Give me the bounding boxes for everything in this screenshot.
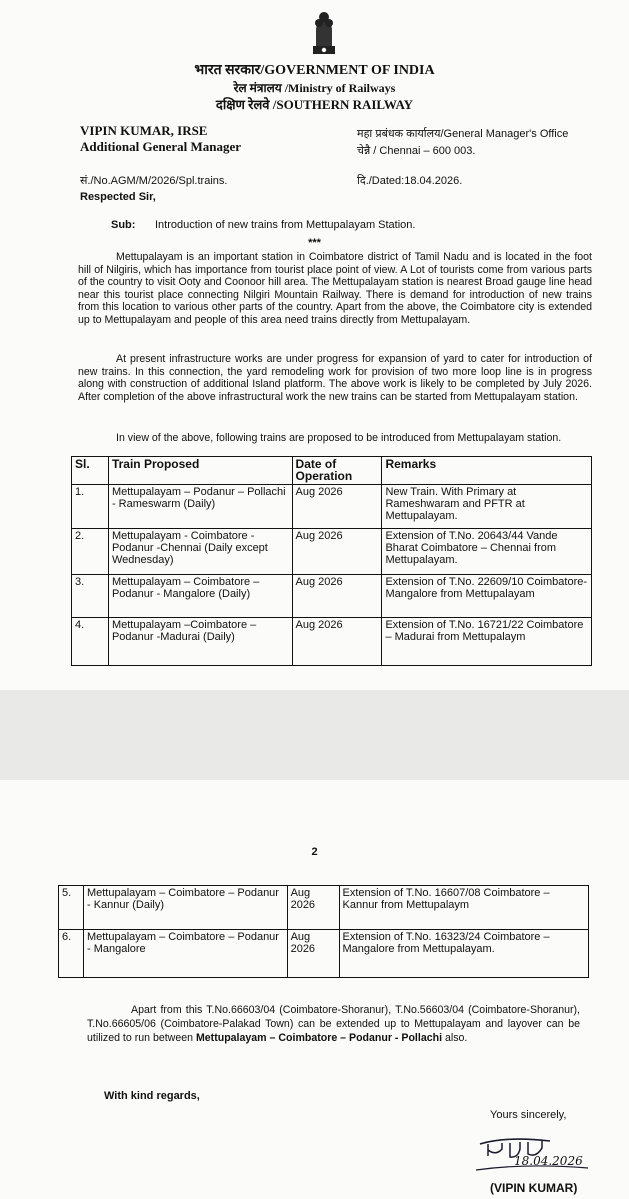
cell-train: Mettupalayam –Coimbatore – Podanur -Madurai (Daily) — [108, 617, 292, 665]
cell-date: Aug 2026 — [292, 484, 382, 528]
header-line-2: रेल मंत्रालय /Ministry of Railways — [233, 81, 396, 95]
cell-sl: 2. — [72, 528, 109, 574]
office-name: महा प्रबंधक कार्यालय/General Manager's Office — [357, 128, 569, 140]
header-line-1: भारत सरकार/GOVERNMENT OF INDIA — [194, 63, 435, 78]
trains-table-continued — [58, 885, 589, 978]
column-header: Sl. — [72, 457, 109, 485]
closing-route: Mettupalayam – Coimbatore – Podanur - Pollachi — [195, 1032, 443, 1044]
signatory-name: (VIPIN KUMAR) — [490, 1181, 578, 1195]
closing-text-end: also. — [442, 1032, 468, 1044]
yours-sincerely: Yours sincerely, — [490, 1109, 567, 1121]
reference-date: दि./Dated:18.04.2026. — [357, 175, 463, 187]
body-paragraph: In view of the above, following trains are proposed to be introduced from Mettupalayam station. — [116, 432, 562, 444]
regards: With kind regards, — [104, 1090, 200, 1102]
table-row — [72, 574, 592, 617]
cell-remarks: New Train. With Primary at Rameshwaram and PFTR at Mettupalayam. — [382, 484, 592, 528]
column-header: Remarks — [382, 457, 592, 485]
national-emblem-icon — [307, 8, 341, 58]
cell-remarks: Extension of T.No. 16323/24 Coimbatore – Mangalore from Mettupalayam. — [339, 930, 589, 978]
column-header: Train Proposed — [108, 457, 292, 485]
table-row — [59, 886, 589, 930]
trains-table — [71, 456, 592, 666]
separator: *** — [308, 237, 321, 249]
table-row — [72, 617, 592, 665]
subject-label: Sub: — [111, 219, 136, 231]
cell-remarks: Extension of T.No. 22609/10 Coimbatore-Mangalore from Mettupalayam — [382, 574, 592, 617]
cell-train: Mettupalayam – Coimbatore – Podanur - Kannur (Daily) — [83, 886, 287, 930]
reference-number: सं./No.AGM/M/2026/Spl.trains. — [80, 175, 228, 187]
sender-name: VIPIN KUMAR, IRSE — [80, 123, 208, 138]
table-row — [72, 484, 592, 528]
cell-remarks: Extension of T.No. 16721/22 Coimbatore – Madurai from Mettupalaym — [382, 617, 592, 665]
sender-designation: Additional General Manager — [80, 139, 242, 154]
office-address: चेन्नै / Chennai – 600 003. — [357, 145, 476, 157]
salutation: Respected Sir, — [80, 191, 156, 203]
cell-sl: 1. — [72, 484, 109, 528]
page-break — [0, 690, 629, 780]
table-row — [59, 930, 589, 978]
cell-date: Aug 2026 — [292, 617, 382, 665]
cell-sl: 5. — [59, 886, 84, 930]
cell-remarks: Extension of T.No. 20643/44 Vande Bharat Coimbatore – Chennai from Mettupalayam. — [382, 528, 592, 574]
closing-text: Apart from this T.No.66603/04 (Coimbatore-Shoranur), T.No.56603/04 (Coimbatore-Shoranur), T.No.66605/06 (Coimbatore-Palakad Town) can be extended up to Mettupalayam and layover can be utilized to run between — [87, 1004, 580, 1044]
subject-text: Introduction of new trains from Mettupalayam Station. — [155, 219, 416, 231]
handwritten-signature — [466, 1130, 596, 1175]
cell-train: Mettupalayam – Coimbatore – Podanur - Mangalore — [83, 930, 287, 978]
cell-date: Aug 2026 — [287, 886, 339, 930]
header-line-3: दक्षिण रेलवे /SOUTHERN RAILWAY — [215, 97, 414, 112]
table-header-row — [72, 457, 592, 485]
signature-date: 18.04.2026 — [514, 1154, 583, 1168]
cell-date: Aug 2026 — [292, 574, 382, 617]
page-number: 2 — [311, 846, 318, 858]
cell-date: Aug 2026 — [292, 528, 382, 574]
cell-train: Mettupalayam - Coimbatore - Podanur -Chennai (Daily except Wednesday) — [108, 528, 292, 574]
body-paragraph: Mettupalayam is an important station in Coimbatore district of Tamil Nadu and is located in the foot hill of Nilgiris, which has importance from tourist place point of view. A Lot of tourists come from various parts of the country to visit Ooty and Coonoor hill area. The Mettupalayam station is nearest Broad gauge line head near this tourist place connecting Nilgiri Mountain Railway. There is demand for introduction of new trains from this location to various other parts of the country. Apart from the above, the Coimbatore city is extended up to Mettupalayam and people of this area need trains directly from Mettupalayam. — [78, 251, 592, 326]
cell-sl: 4. — [72, 617, 109, 665]
cell-date: Aug 2026 — [287, 930, 339, 978]
column-header: Date of Operation — [292, 457, 382, 485]
cell-sl: 6. — [59, 930, 84, 978]
body-paragraph: At present infrastructure works are under progress for expansion of yard to cater for introduction of new trains. In this connection, the yard remodeling work for provision of two more loop line is in progress along with construction of additional Island platform. The above work is likely to be completed by July 2026. After completion of the above infrastructural work the new trains can be started from Mettupalayam station. — [78, 353, 592, 403]
closing-paragraph — [87, 1003, 580, 1045]
cell-train: Mettupalayam – Coimbatore – Podanur - Mangalore (Daily) — [108, 574, 292, 617]
table-row — [72, 528, 592, 574]
cell-sl: 3. — [72, 574, 109, 617]
cell-remarks: Extension of T.No. 16607/08 Coimbatore – Kannur from Mettupalaym — [339, 886, 589, 930]
cell-train: Mettupalayam – Podanur – Pollachi - Rameswarm (Daily) — [108, 484, 292, 528]
